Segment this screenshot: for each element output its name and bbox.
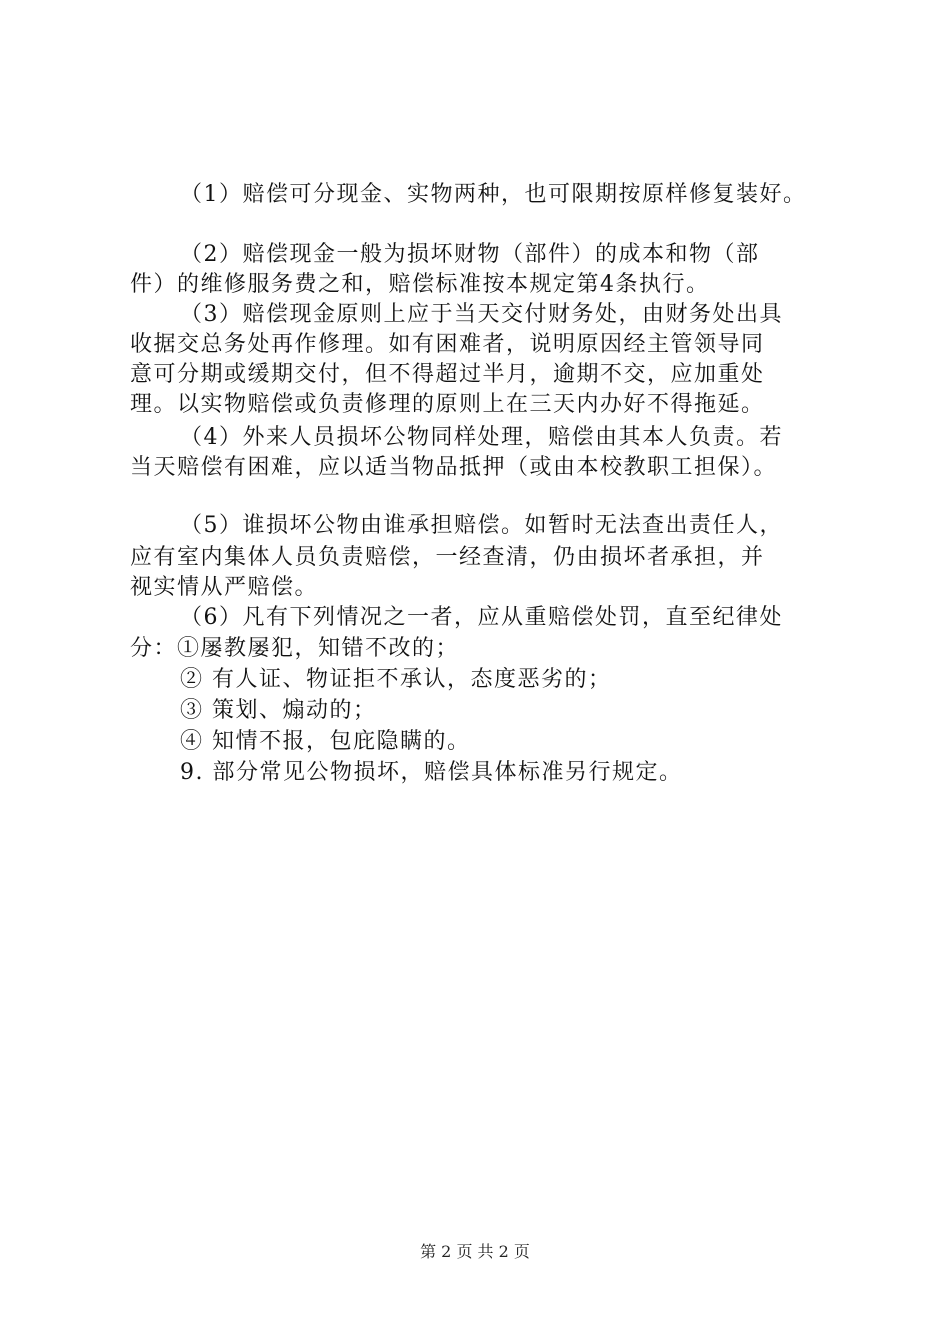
- list-item-3: ③ 策划、煽动的；: [180, 698, 377, 723]
- paragraph-6-line-2: 分：①屡教屡犯，知错不改的；: [130, 636, 460, 661]
- paragraph-5-line-3: 视实情从严赔偿。: [130, 575, 319, 600]
- paragraph-2-line-1: （2）赔偿现金一般为损坏财物（部件）的成本和物（部: [180, 242, 760, 267]
- paragraph-3-line-2: 收据交总务处再作修理。如有困难者，说明原因经主管领导同: [130, 332, 765, 357]
- page-footer: 第 2 页 共 2 页: [420, 1242, 530, 1261]
- paragraph-6-line-1: （6）凡有下列情况之一者，应从重赔偿处罚，直至纪律处: [180, 605, 783, 630]
- list-item-4: ④ 知情不报，包庇隐瞒的。: [180, 729, 471, 754]
- paragraph-9: 9. 部分常见公物损坏，赔偿具体标准另行规定。: [180, 760, 683, 785]
- paragraph-3-line-3: 意可分期或缓期交付，但不得超过半月，逾期不交，应加重处: [130, 362, 765, 387]
- paragraph-3-line-4: 理。以实物赔偿或负责修理的原则上在三天内办好不得拖延。: [130, 392, 765, 417]
- paragraph-5-line-1: （5）谁损坏公物由谁承担赔偿。如暂时无法查出责任人，: [180, 513, 783, 538]
- list-item-2: ② 有人证、物证拒不承认，态度恶劣的；: [180, 667, 612, 692]
- paragraph-1-line-1: （1）赔偿可分现金、实物两种，也可限期按原样修复装好。: [180, 182, 807, 207]
- paragraph-4-line-2: 当天赔偿有困难，应以适当物品抵押（或由本校教职工担保）。: [130, 455, 778, 480]
- paragraph-2-line-2: 件）的维修服务费之和，赔偿标准按本规定第4条执行。: [130, 272, 710, 297]
- paragraph-3-line-1: （3）赔偿现金原则上应于当天交付财务处，由财务处出具: [180, 302, 783, 327]
- paragraph-5-line-2: 应有室内集体人员负责赔偿，一经查清，仍由损坏者承担，并: [130, 545, 765, 570]
- paragraph-4-line-1: （4）外来人员损坏公物同样处理，赔偿由其本人负责。若: [180, 425, 783, 450]
